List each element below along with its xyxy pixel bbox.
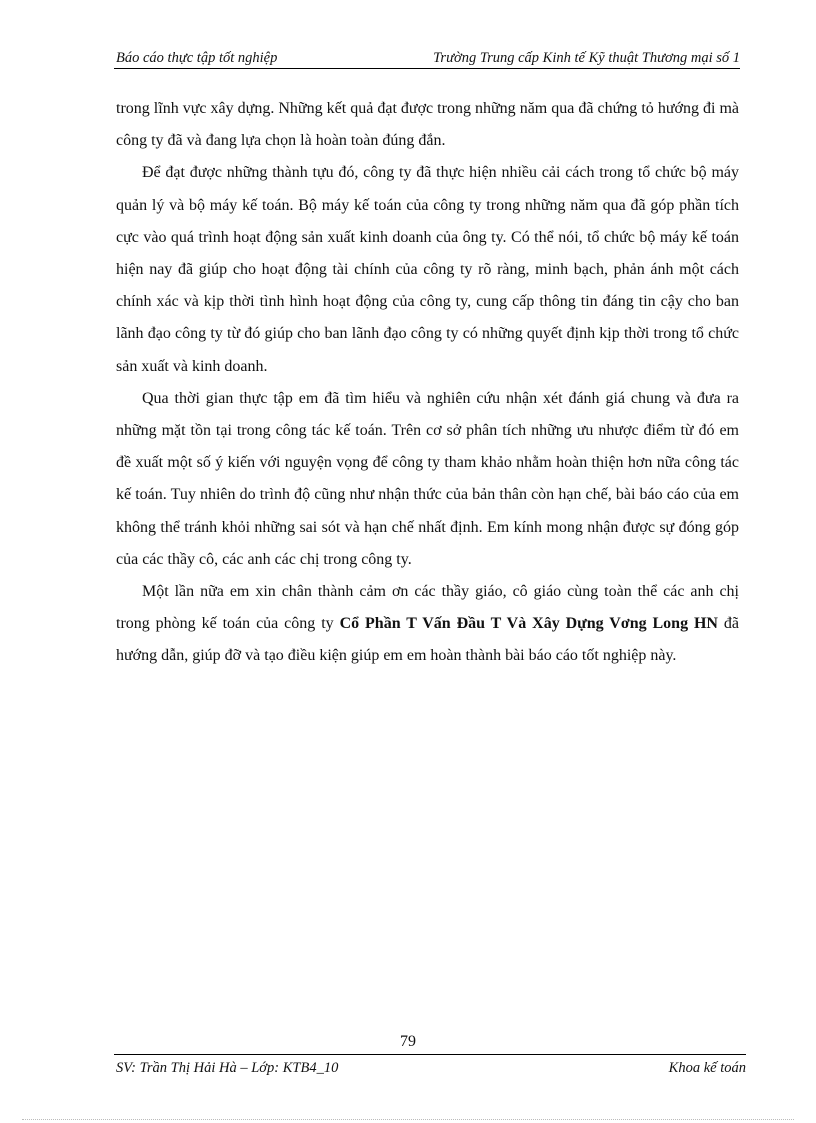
- header-report-title: Báo cáo thực tập tốt nghiệp: [116, 50, 278, 66]
- page-header: [114, 49, 740, 69]
- page-bottom-dotted-line: [22, 1119, 794, 1120]
- paragraph-3: Qua thời gian thực tập em đã tìm hiểu và nghiên cứu nhận xét đánh giá chung và đưa ra những mặt tồn tại trong công tác kế toán. Trên cơ sở phân tích những ưu nhược điểm từ đó em đề xuất một số ý kiến với nguyện vọng để công ty tham khảo nhằm hoàn thiện hơn nữa công tác kế toán. Tuy nhiên do trình độ cũng như nhận thức của bản thân còn hạn chế, bài báo cáo của em không thể tránh khỏi những sai sót và hạn chế nhất định. Em kính mong nhận được sự đóng góp của các thầy cô, các anh các chị trong công ty.: [116, 389, 739, 568]
- paragraph-4: [116, 576, 739, 673]
- page-number: 79: [400, 1033, 416, 1050]
- paragraph-2: Để đạt được những thành tựu đó, công ty đã thực hiện nhiều cải cách trong tổ chức bộ máy quản lý và bộ máy kế toán. Bộ máy kế toán của công ty trong những năm qua đã góp phần tích cực vào quá trình hoạt động sản xuất kinh doanh của ông ty. Có thể nói, tổ chức bộ máy kế toán hiện nay đã giúp cho hoạt động tài chính của công ty rõ ràng, minh bạch, phản ánh một cách chính xác và kịp thời tình hình hoạt động của công ty, cung cấp thông tin đáng tin cậy cho ban lãnh đạo công ty từ đó giúp cho ban lãnh đạo công ty có những quyết định kịp thời trong tổ chức sản xuất và kinh doanh.: [116, 164, 739, 375]
- paragraph-4-lead: Một lần nữa em xin chân thành cảm ơn các thầy giáo, cô giáo cùng toàn thể các anh chị trong phòng kế toán của công ty: [116, 583, 739, 633]
- footer-student-info: SV: Trần Thị Hải Hà – Lớp: KTB4_10: [116, 1060, 339, 1076]
- company-name: Cổ Phần T Vấn Đầu T Và Xây Dựng Vơng Long HN: [339, 615, 718, 633]
- header-school-name: Trường Trung cấp Kinh tế Kỹ thuật Thương mại số 1: [433, 50, 740, 66]
- page-footer: [114, 1054, 746, 1077]
- footer-department: Khoa kế toán: [668, 1060, 746, 1076]
- paragraph-1: trong lĩnh vực xây dựng. Những kết quả đạt được trong những năm qua đã chứng tỏ hướng đi mà công ty đã và đang lựa chọn là hoàn toàn đúng đắn.: [116, 100, 739, 150]
- paragraph-4-tail: đã hướng dẫn, giúp đỡ và tạo điều kiện giúp em em hoàn thành bài báo cáo tốt nghiệp này.: [116, 615, 739, 665]
- document-body: [116, 93, 739, 673]
